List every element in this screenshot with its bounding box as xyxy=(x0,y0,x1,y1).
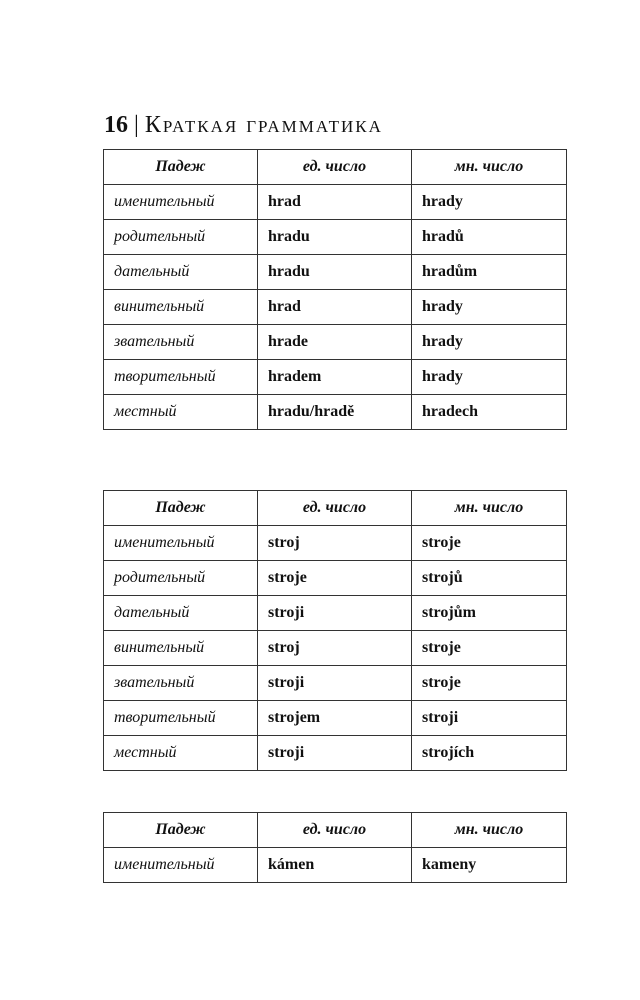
table-row xyxy=(104,526,567,561)
case-name: звательный xyxy=(104,325,258,360)
table-row xyxy=(104,220,567,255)
header-case: Падеж xyxy=(104,150,258,185)
plural-form: stroji xyxy=(412,701,567,736)
header-case: Падеж xyxy=(104,813,258,848)
case-name: родительный xyxy=(104,220,258,255)
table-row xyxy=(104,561,567,596)
plural-form: hrady xyxy=(412,290,567,325)
table-row xyxy=(104,631,567,666)
case-name: именительный xyxy=(104,526,258,561)
singular-form: strojem xyxy=(258,701,412,736)
declension-table-stroj xyxy=(103,490,567,771)
table-row xyxy=(104,596,567,631)
singular-form: hrad xyxy=(258,185,412,220)
table-row xyxy=(104,848,567,883)
header-separator: | xyxy=(134,112,139,138)
plural-form: hrady xyxy=(412,185,567,220)
plural-form: stroje xyxy=(412,631,567,666)
header-singular: ед. число xyxy=(258,813,412,848)
plural-form: strojů xyxy=(412,561,567,596)
singular-form: stroji xyxy=(258,666,412,701)
table-header-row xyxy=(104,813,567,848)
singular-form: stroji xyxy=(258,596,412,631)
table-row xyxy=(104,255,567,290)
case-name: родительный xyxy=(104,561,258,596)
plural-form: stroje xyxy=(412,526,567,561)
plural-form: stroje xyxy=(412,666,567,701)
header-plural: мн. число xyxy=(412,813,567,848)
case-name: дательный xyxy=(104,255,258,290)
case-name: именительный xyxy=(104,848,258,883)
plural-form: hrady xyxy=(412,325,567,360)
plural-form: hradů xyxy=(412,220,567,255)
singular-form: hrad xyxy=(258,290,412,325)
table-row xyxy=(104,701,567,736)
singular-form: hradem xyxy=(258,360,412,395)
case-name: винительный xyxy=(104,290,258,325)
plural-form: hradech xyxy=(412,395,567,430)
case-name: творительный xyxy=(104,701,258,736)
table-header-row xyxy=(104,150,567,185)
singular-form: hradu/hradě xyxy=(258,395,412,430)
table-row xyxy=(104,360,567,395)
singular-form: kámen xyxy=(258,848,412,883)
header-plural: мн. число xyxy=(412,491,567,526)
singular-form: hradu xyxy=(258,255,412,290)
table-row xyxy=(104,736,567,771)
plural-form: hradům xyxy=(412,255,567,290)
table-row xyxy=(104,185,567,220)
case-name: именительный xyxy=(104,185,258,220)
singular-form: stroj xyxy=(258,526,412,561)
plural-form: strojům xyxy=(412,596,567,631)
declension-table-hrad xyxy=(103,149,567,430)
table-row xyxy=(104,395,567,430)
case-name: дательный xyxy=(104,596,258,631)
singular-form: stroji xyxy=(258,736,412,771)
page-title: Краткая грамматика xyxy=(144,112,383,138)
case-name: творительный xyxy=(104,360,258,395)
table-header-row xyxy=(104,491,567,526)
header-case: Падеж xyxy=(104,491,258,526)
declension-table-kamen xyxy=(103,812,567,883)
header-singular: ед. число xyxy=(258,150,412,185)
singular-form: hrade xyxy=(258,325,412,360)
plural-form: hrady xyxy=(412,360,567,395)
page-header xyxy=(104,110,383,140)
table-row xyxy=(104,325,567,360)
case-name: винительный xyxy=(104,631,258,666)
header-singular: ед. число xyxy=(258,491,412,526)
page-number: 16 xyxy=(104,112,128,138)
table-row xyxy=(104,290,567,325)
plural-form: strojích xyxy=(412,736,567,771)
plural-form: kameny xyxy=(412,848,567,883)
table-row xyxy=(104,666,567,701)
case-name: местный xyxy=(104,395,258,430)
singular-form: stroje xyxy=(258,561,412,596)
singular-form: hradu xyxy=(258,220,412,255)
case-name: местный xyxy=(104,736,258,771)
singular-form: stroj xyxy=(258,631,412,666)
case-name: звательный xyxy=(104,666,258,701)
header-plural: мн. число xyxy=(412,150,567,185)
